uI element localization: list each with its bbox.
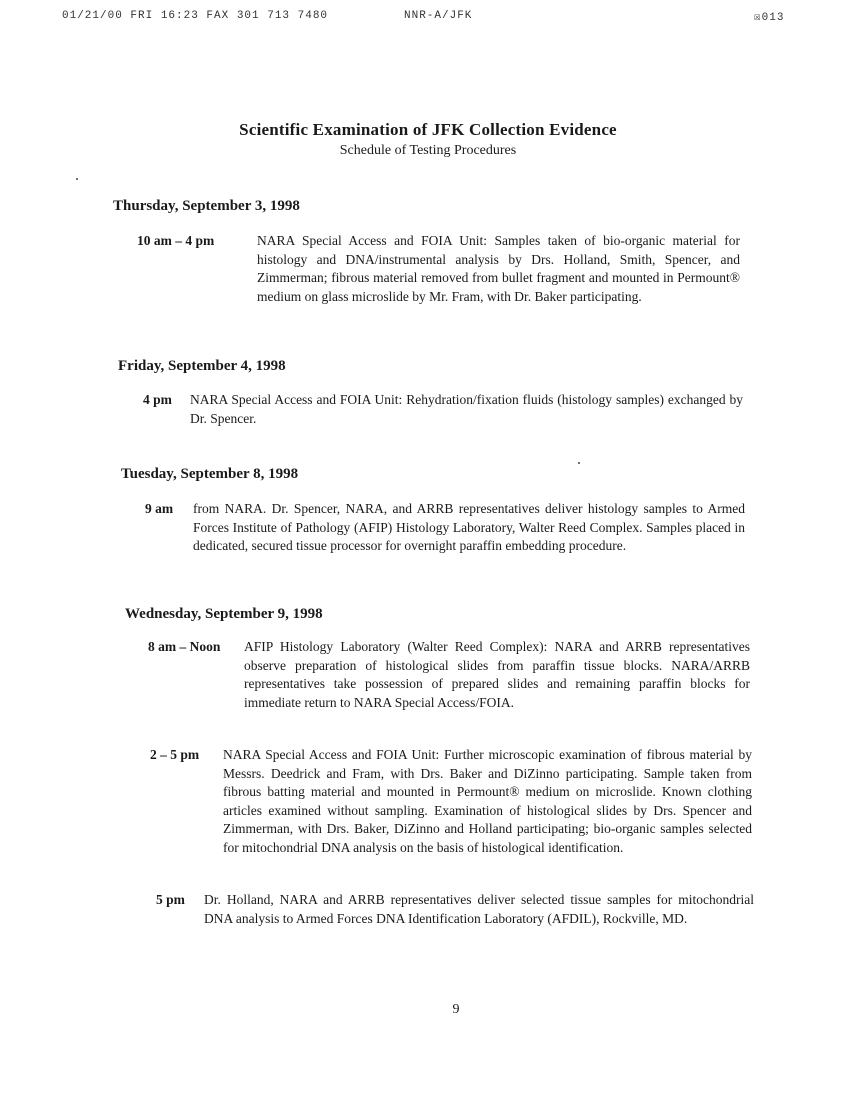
entry-description: AFIP Histology Laboratory (Walter Reed Complex): NARA and ARRB representatives observe preparation of histological slides from paraffin tissue blocks. NARA/ARRB representatives take possession of prepared slides and remaining paraffin blocks for immediate return to NARA Special Access/FOIA.	[244, 639, 750, 710]
page-number: 9	[452, 1002, 460, 1017]
fax-header-office: NNR-A/JFK	[404, 10, 473, 22]
entry-time: 2 – 5 pm	[150, 747, 200, 762]
entry-description: NARA Special Access and FOIA Unit: Rehydration/fixation fluids (histology samples) exchanged by Dr. Spencer.	[190, 392, 743, 426]
schedule-entry	[143, 391, 743, 431]
document-subtitle: Schedule of Testing Procedures	[339, 143, 517, 158]
schedule-entry	[137, 232, 742, 328]
entry-description: NARA Special Access and FOIA Unit: Samples taken of bio-organic material for histology and DNA/instrumental analysis by Drs. Holland, Smith, Spencer, and Zimmerman; fibrous material removed from bullet fragment and mounted in Permount® medium on glass microslide by Mr. Fram, with Dr. Baker participating.	[257, 233, 740, 304]
schedule-entry	[145, 500, 745, 576]
day-heading-tuesday: Tuesday, September 8, 1998	[121, 466, 299, 482]
day-heading-friday: Friday, September 4, 1998	[118, 358, 286, 374]
entry-time: 10 am – 4 pm	[137, 233, 215, 248]
entry-description: Dr. Holland, NARA and ARRB representatives deliver selected tissue samples for mitochondrial DNA analysis to Armed Forces DNA Identification Laboratory (AFDIL), Rockville, MD.	[204, 892, 754, 926]
fax-header-page: ☒013	[754, 12, 785, 24]
entry-time: 5 pm	[156, 892, 185, 907]
schedule-entry	[148, 638, 750, 734]
entry-time: 4 pm	[143, 392, 172, 407]
entry-description: from NARA. Dr. Spencer, NARA, and ARRB representatives deliver histology samples to Armed Forces Institute of Pathology (AFIP) Histology Laboratory, Walter Reed Complex. Samples placed in dedicated, secured tissue processor for overnight paraffin embedding procedure.	[193, 501, 745, 553]
entry-description: NARA Special Access and FOIA Unit: Further microscopic examination of fibrous material by Messrs. Deedrick and Fram, with Drs. Baker and DiZinno participating. Sample taken from fibrous batting material and mounted in Permount® medium on microslide. Known clothing articles examined without sampling. Examination of histological slides by Drs. Spencer and Zimmerman, with Drs. Baker, DiZinno and Holland participating; bio-organic samples selected for mitochondrial DNA analysis on the basis of histological identification.	[223, 747, 752, 855]
fax-header	[0, 10, 856, 30]
entry-time: 9 am	[145, 501, 174, 516]
entry-time: 8 am – Noon	[148, 639, 221, 654]
day-heading-thursday: Thursday, September 3, 1998	[113, 198, 300, 214]
document-title: Scientific Examination of JFK Collection Evidence	[239, 120, 617, 139]
day-heading-wednesday: Wednesday, September 9, 1998	[125, 606, 323, 622]
scan-speck	[76, 178, 78, 180]
schedule-entry	[156, 891, 754, 951]
fax-header-datetime: 01/21/00 FRI 16:23 FAX 301 713 7480	[62, 10, 329, 22]
scan-speck	[578, 462, 580, 464]
schedule-entry	[150, 746, 752, 876]
